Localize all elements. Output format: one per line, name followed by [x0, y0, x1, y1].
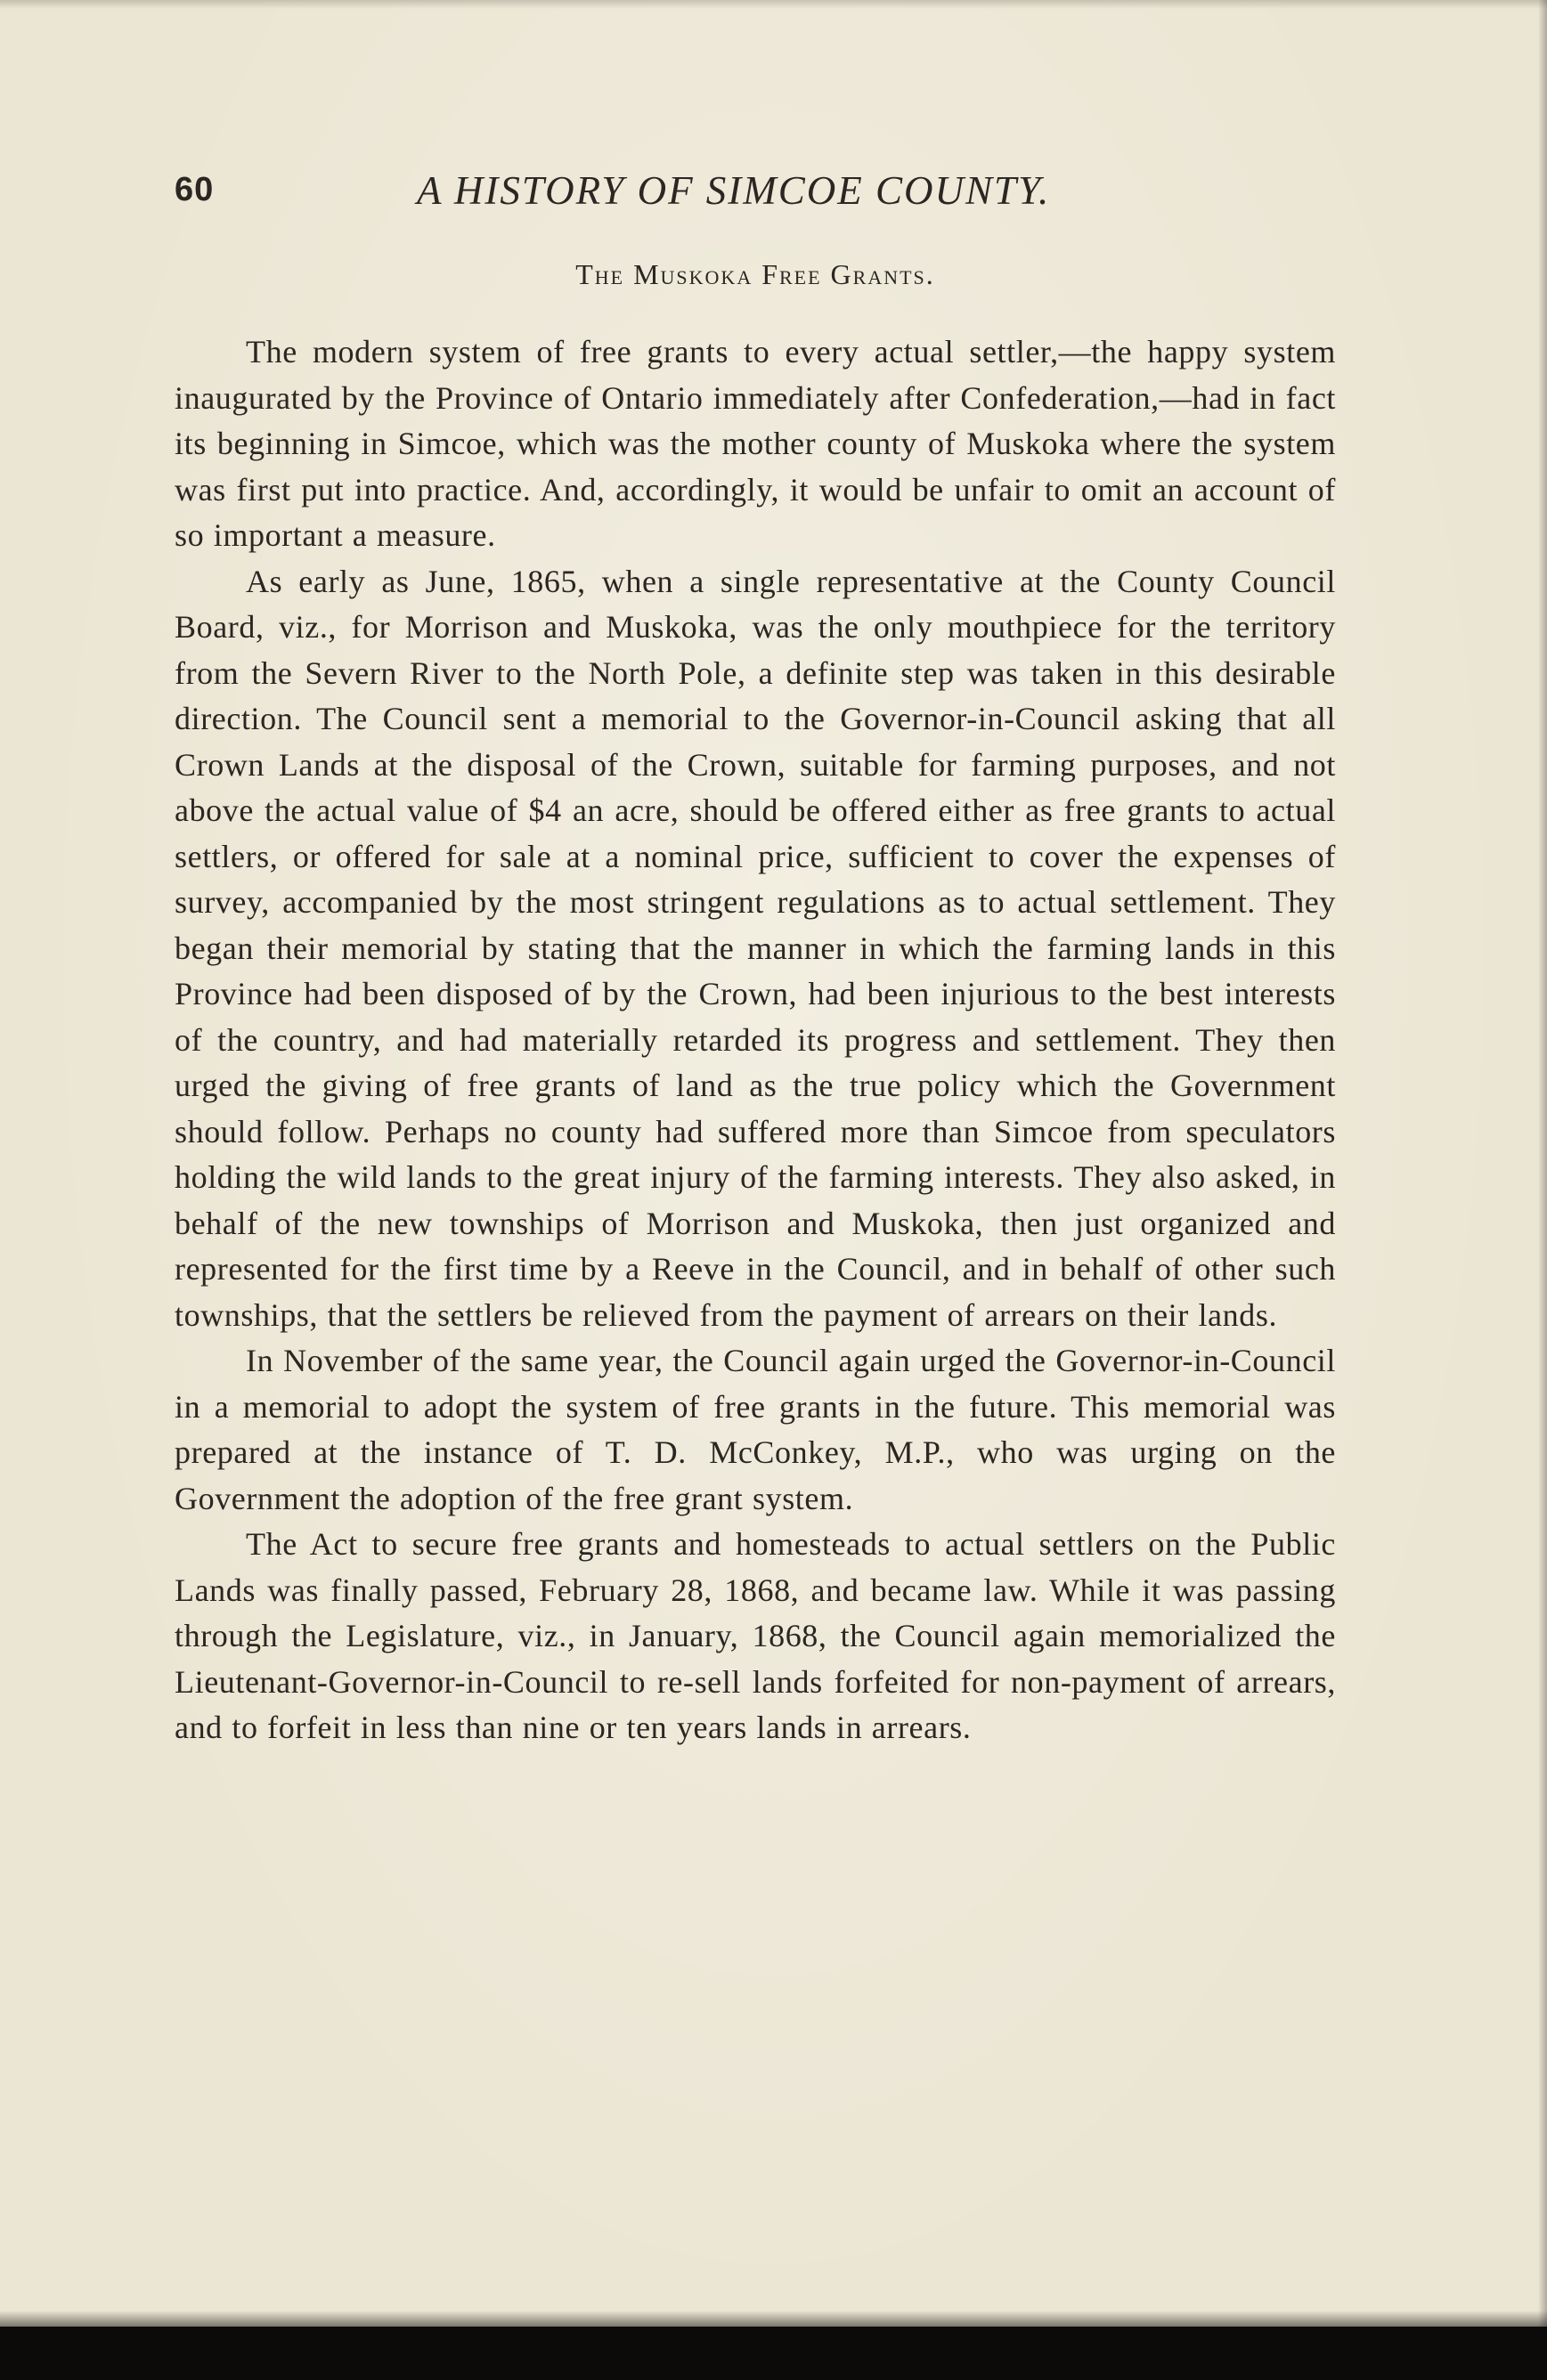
scan-bottom-edge [0, 2327, 1547, 2380]
running-head [175, 160, 1336, 223]
bottom-shadow [0, 2311, 1547, 2327]
page-right-edge [1538, 0, 1547, 2380]
paragraph-2: As early as June, 1865, when a single representative at the County Council Board, viz., for Morrison and Muskoka, was the only mouthpiece for the territory from the Severn River to the North Pole, a definite step was taken in this desirable direction. The Council sent a memorial to the Governor-in-Council asking that all Crown Lands at the disposal of the Crown, suitable for farming purposes, and not above the actual value of $4 an acre, should be offered either as free grants to actual settlers, or offered for sale at a nominal price, sufficient to cover the expenses of survey, accompanied by the most stringent regulations as to actual settlement. They began their memorial by stating that the manner in which the farming lands in this Province had been disposed of by the Crown, had been injurious to the best interests of the country, and had materially retarded its progress and settlement. They then urged the giving of free grants of land as the true policy which the Government should follow. Perhaps no county had suffered more than Simcoe from speculators holding the wild lands to the great injury of the farming interests. They also asked, in behalf of the new townships of Morrison and Muskoka, then just organized and represented for the first time by a Reeve in the Council, and in behalf of other such townships, that the settlers be relieved from the payment of arrears on their lands. [175, 563, 1336, 1333]
body-text [175, 329, 1336, 1751]
book-title: A HISTORY OF SIMCOE COUNTY. [417, 168, 1051, 213]
paragraph-1: The modern system of free grants to every actual settler,—the happy system inaugurated by the Province of Ontario immediately after Confederation,—had in fact its beginning in Simcoe, which was the mother county of Muskoka where the system was first put into practice. And, accordingly, it would be unfair to omit an account of so important a measure. [175, 334, 1336, 553]
page-top-shadow [0, 0, 1547, 9]
page-number: 60 [175, 171, 215, 208]
section-title: The Muskoka Free Grants. [575, 258, 935, 290]
paragraph-4: The Act to secure free grants and homesteads to actual settlers on the Public Lands was finally passed, February 28, 1868, and became law. While it was passing through the Legislature, viz., in January, 1868, the Council again memorialized the Lieutenant-Governor-in-Council to re-sell lands forfeited for non-payment of arrears, and to forfeit in less than nine or ten years lands in arrears. [175, 1526, 1336, 1745]
paragraph-3: In November of the same year, the Council again urged the Governor-in-Council in a memorial to adopt the system of free grants in the future. This memorial was prepared at the instance of T. D. McConkey, M.P., who was urging on the Government the adoption of the free grant system. [175, 1343, 1336, 1516]
